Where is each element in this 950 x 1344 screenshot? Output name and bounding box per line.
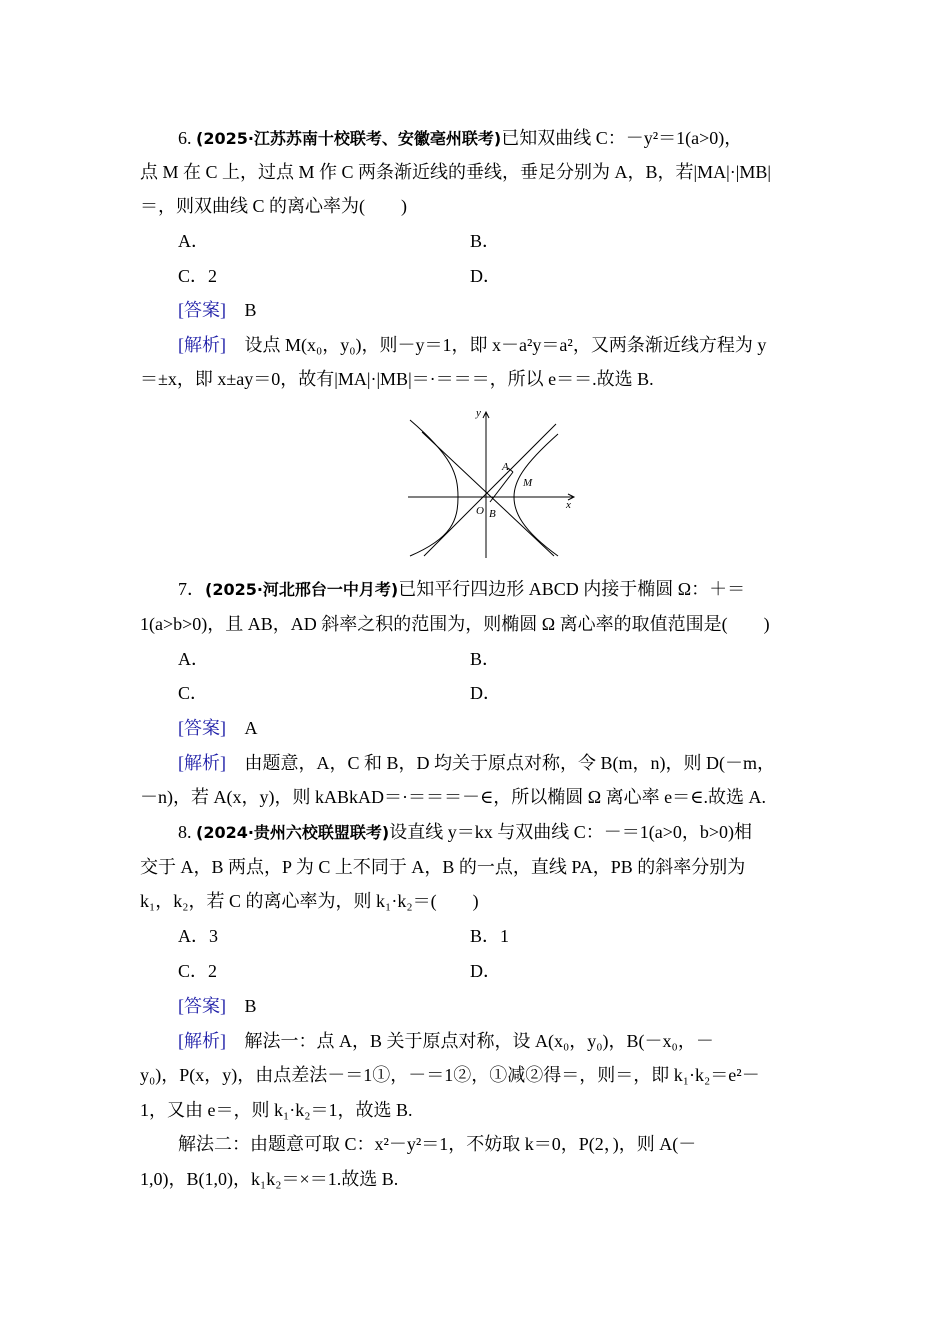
q7-option-d: D．: [470, 683, 501, 703]
q6-text-3: ＝，则双曲线 C 的离心率为( ): [140, 196, 407, 216]
q8-first-line: [178, 820, 850, 845]
label-m: M: [523, 477, 533, 489]
label-y: y: [476, 407, 481, 419]
q8-analysis-tag: [解析]: [178, 1031, 226, 1051]
q6-answer: [178, 298, 257, 322]
q6-text-2: 点 M 在 C 上，过点 M 作 C 两条渐近线的垂线，垂足分别为 A，B，若|MA|·|MB|: [140, 162, 771, 182]
q6-analysis-text-1: 设点 M(x₀，y₀)，则－y＝1，即 x－a²y＝a²，又两条渐近线方程为 y: [244, 335, 767, 355]
q6-text-1: 已知双曲线 C：－y²＝1(a>0)，: [501, 128, 743, 148]
q8-option-a: A．3: [178, 926, 218, 946]
q7-option-c: C．: [178, 683, 209, 703]
q7-option-b: B．: [470, 649, 501, 669]
q7-analysis-tag: [解析]: [178, 753, 226, 773]
q7-analysis-text-1: 由题意，A，C 和 B，D 均关于原点对称，令 B(m，n)，则 D(－m，: [244, 753, 775, 773]
q6-first-line: [178, 126, 850, 151]
label-x: x: [566, 499, 571, 511]
q7-text-1: 已知平行四边形 ABCD 内接于椭圆 Ω：＋＝: [398, 579, 746, 599]
q8-method2-text-2: 1,0)，B(1,0)，k₁k₂＝×＝1.故选 B.: [140, 1169, 399, 1189]
q7-first-line: [178, 577, 850, 602]
q6-answer-tag: [答案]: [178, 300, 226, 320]
q8-text-3: k₁，k₂，若 C 的离心率为，则 k₁·k₂＝( ): [140, 891, 479, 911]
q7-analysis-text-2: －n)，若 A(x，y)，则 kABkAD＝·＝＝＝－∈，所以椭圆 Ω 离心率 e＝∈.故选 A.: [140, 787, 766, 807]
q8-option-b: B．1: [470, 926, 510, 946]
q7-source: (2025·河北邢台一中月考): [205, 580, 399, 599]
hyperbola-right-branch: [514, 434, 558, 556]
label-o: O: [476, 505, 484, 517]
q8-option-d: D．: [470, 961, 501, 981]
q6-option-a: A．: [178, 231, 209, 251]
q6-option-d: D．: [470, 266, 501, 286]
q7-number: 7．: [178, 579, 205, 599]
q6-number: 6.: [178, 128, 192, 148]
q7-text-2: 1(a>b>0)，且 AB，AD 斜率之积的范围为，则椭圆 Ω 离心率的取值范围是( ): [140, 614, 770, 634]
q8-answer-value: B: [244, 996, 257, 1016]
q6-option-b: B．: [470, 231, 501, 251]
q8-answer-tag: [答案]: [178, 996, 226, 1016]
q8-analysis-text-1: 解法一：点 A，B 关于原点对称，设 A(x₀，y₀)，B(－x₀，－: [244, 1031, 714, 1051]
q7-answer-tag: [答案]: [178, 718, 226, 738]
q7-analysis-1: [178, 751, 775, 775]
q8-text-1: 设直线 y＝kx 与双曲线 C：－＝1(a>0，b>0)相: [389, 822, 753, 842]
q8-analysis-text-2: y₀)，P(x，y)，由点差法－＝1①，－＝1②，①减②得＝，则＝，即 k₁·k₂＝e²－: [140, 1065, 760, 1085]
asymptote-1: [424, 424, 556, 556]
q6-analysis-tag: [解析]: [178, 335, 226, 355]
q6-option-c: C．2: [178, 266, 218, 286]
q7-option-a: A．: [178, 649, 209, 669]
label-b: B: [489, 508, 496, 520]
label-a: A: [502, 461, 509, 473]
q8-number: 8.: [178, 822, 192, 842]
hyperbola-figure: [396, 406, 586, 558]
hyperbola-left-branch: [410, 420, 458, 556]
q8-text-2: 交于 A，B 两点，P 为 C 上不同于 A，B 的一点，直线 PA，PB 的斜率分别为: [140, 857, 746, 877]
q8-analysis-1: [178, 1029, 714, 1053]
q6-source: (2025·江苏苏南十校联考、安徽亳州联考): [196, 129, 502, 148]
q7-answer-value: A: [244, 718, 258, 738]
q8-answer: [178, 994, 257, 1018]
q6-analysis-text-2: ＝±x，即 x±ay＝0，故有|MA|·|MB|＝·＝＝＝，所以 e＝＝.故选 B.: [140, 369, 654, 389]
q7-answer: [178, 716, 258, 740]
q8-option-c: C．2: [178, 961, 218, 981]
q6-answer-value: B: [244, 300, 257, 320]
q8-analysis-text-3: 1，又由 e＝，则 k₁·k₂＝1，故选 B.: [140, 1100, 413, 1120]
q8-source: (2024·贵州六校联盟联考): [196, 823, 390, 842]
q8-method2-text-1: 解法二：由题意可取 C：x²－y²＝1，不妨取 k＝0，P(2，)，则 A(－: [178, 1134, 697, 1154]
q6-analysis-1: [178, 333, 766, 357]
